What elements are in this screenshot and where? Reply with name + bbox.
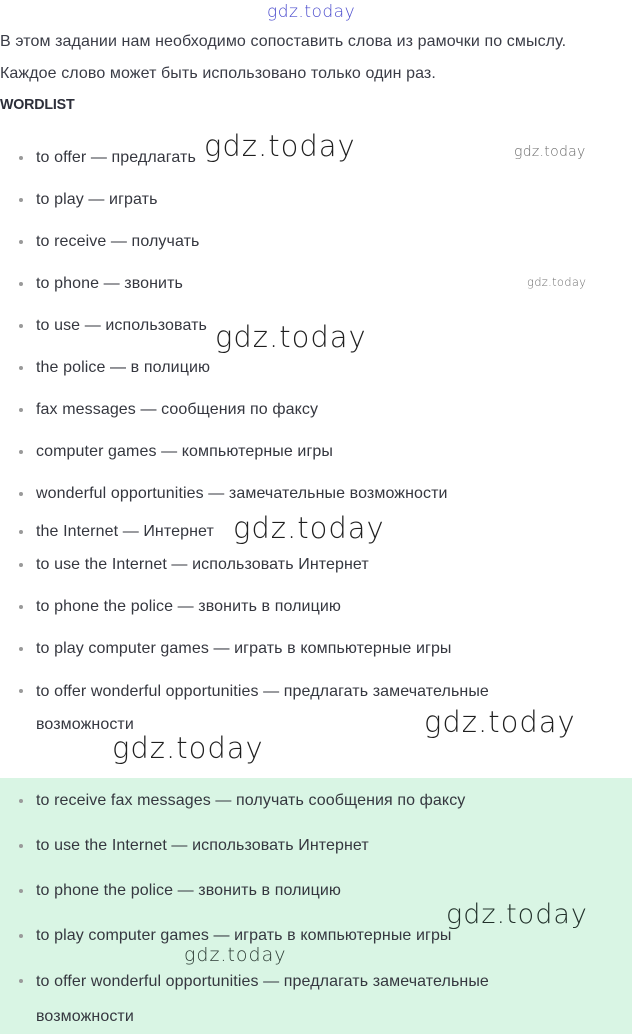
bullet-icon <box>19 689 23 693</box>
wordlist-item <box>0 234 632 250</box>
watermark-gdz: gdz.today <box>204 129 356 163</box>
answers-panel <box>0 778 632 1034</box>
bullet-icon <box>19 934 23 938</box>
wordlist-item <box>0 641 632 657</box>
wordlist-item <box>0 557 632 573</box>
bullet-icon <box>19 979 23 983</box>
bullet-icon <box>19 240 23 244</box>
wordlist-item-text: fax messages — сообщения по факсу <box>36 401 319 418</box>
watermark-gdz: gdz.today <box>514 144 586 160</box>
answer-item <box>0 928 632 944</box>
wordlist-item-text: to use the Internet — использовать Интернет <box>36 556 369 573</box>
bullet-icon <box>19 450 23 454</box>
wordlist-item-text: to offer — предлагать <box>36 149 196 166</box>
wordlist <box>0 150 632 767</box>
answer-item-text: to phone the police — звонить в полицию <box>36 882 341 899</box>
watermark-gdz: gdz.today <box>233 511 385 545</box>
bullet-icon <box>19 799 23 803</box>
wordlist-item-text: to phone — звонить <box>36 275 183 292</box>
wordlist-item <box>0 150 632 166</box>
wordlist-item-text: the Internet — Интернет <box>36 523 214 540</box>
bullet-icon <box>19 530 23 534</box>
watermark-gdz: gdz.today <box>184 944 287 966</box>
watermark-gdz: gdz.today <box>112 731 264 765</box>
bullet-icon <box>19 563 23 567</box>
bullet-icon <box>19 156 23 160</box>
wordlist-item <box>0 486 632 502</box>
wordlist-item <box>0 599 632 615</box>
wordlist-item-text: to use — использовать <box>36 317 207 334</box>
wordlist-item-text: the police — в полицию <box>36 359 211 376</box>
wordlist-item-text: wonderful opportunities — замечательные возможности <box>36 485 448 502</box>
wordlist-item-text: to receive — получать <box>36 233 200 250</box>
bullet-icon <box>19 889 23 893</box>
intro-line-1: В этом задании нам необходимо сопоставить слова из рамочки по смыслу. <box>0 33 567 50</box>
wordlist-item <box>0 402 632 418</box>
bullet-icon <box>19 198 23 202</box>
bullet-icon <box>19 408 23 412</box>
answer-item <box>0 793 632 809</box>
wordlist-item <box>0 318 632 334</box>
watermark-gdz: gdz.today <box>215 320 367 354</box>
wordlist-item <box>0 444 632 460</box>
answers-list <box>0 778 632 1034</box>
wordlist-item <box>0 192 632 208</box>
wordlist-item <box>0 675 581 741</box>
bullet-icon <box>19 647 23 651</box>
bullet-icon <box>19 366 23 370</box>
answer-item <box>0 838 632 854</box>
wordlist-item-text: to offer wonderful opportunities — предлагать замечательные возможности <box>36 683 489 733</box>
answer-item-text: to play computer games — играть в компьютерные игры <box>36 927 452 944</box>
intro-line-2: Каждое слово может быть использовано только один раз. <box>0 65 436 82</box>
watermark-gdz: gdz.today <box>446 899 588 930</box>
wordlist-item-text: computer games — компьютерные игры <box>36 443 333 460</box>
answer-item-text: to receive fax messages — получать сообщения по факсу <box>36 792 466 809</box>
bullet-icon <box>19 324 23 328</box>
bullet-icon <box>19 282 23 286</box>
watermark-gdz: gdz.today <box>527 275 587 289</box>
wordlist-heading: WORDLIST <box>0 96 75 113</box>
wordlist-item-text: to play — играть <box>36 191 158 208</box>
wordlist-item <box>0 360 632 376</box>
watermark-gdz-top: gdz.today <box>267 2 356 22</box>
bullet-icon <box>19 605 23 609</box>
bullet-icon <box>19 844 23 848</box>
answer-item-text: to offer wonderful opportunities — предлагать замечательные возможности <box>36 973 489 1025</box>
wordlist-item <box>0 524 632 540</box>
wordlist-item-text: to play computer games — играть в компьютерные игры <box>36 640 452 657</box>
watermark-gdz: gdz.today <box>424 705 576 739</box>
wordlist-item <box>0 276 632 292</box>
bullet-icon <box>19 492 23 496</box>
answer-item-text: to use the Internet — использовать Интернет <box>36 837 369 854</box>
answer-item <box>0 964 581 1034</box>
answer-item <box>0 883 632 899</box>
wordlist-item-text: to phone the police — звонить в полицию <box>36 598 341 615</box>
